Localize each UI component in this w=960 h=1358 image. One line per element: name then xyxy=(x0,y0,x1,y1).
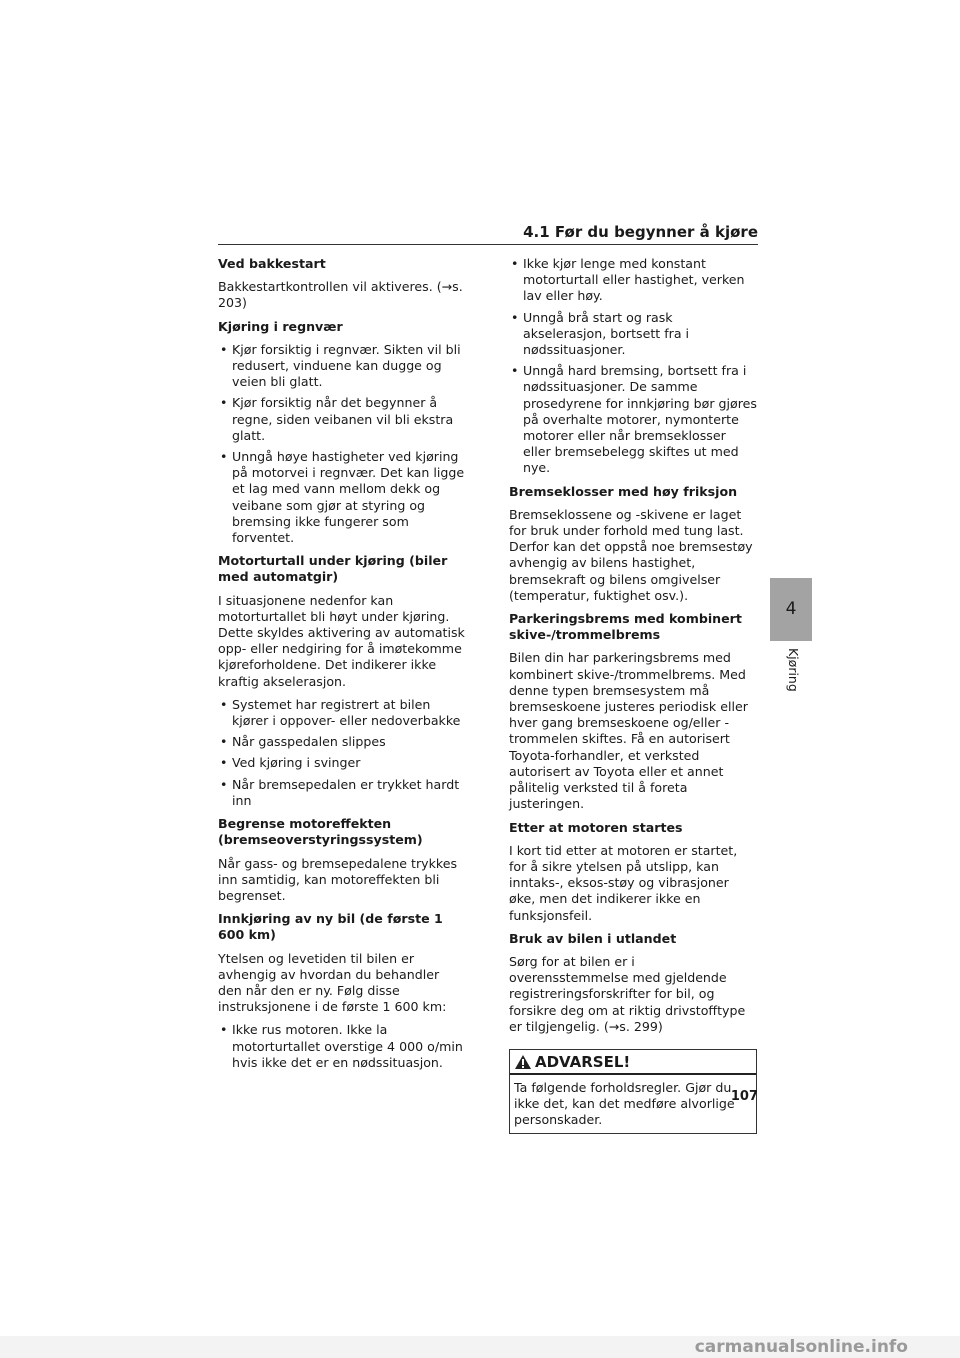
warning-triangle-icon xyxy=(514,1054,532,1070)
list-item: • Ved kjøring i svinger xyxy=(218,755,466,771)
para-parkeringsbrems: Bilen din har parkeringsbrems med kombinert skive-/trommelbrems. Med denne typen bremsesystem må bremseskoene justeres periodisk eller hver gang bremseskoene og/eller -trommelen skiftes. Få en autorisert Toyota-forhandler, et verksted autorisert av Toyota eller et annet pålitelig verksted til å foreta justeringen. xyxy=(509,650,748,812)
list-item: • Systemet har registrert at bilen kjører i oppover- eller nedoverbakke xyxy=(218,697,466,729)
heading-motorturtall: Motorturtall under kjøring (biler med automatgir) xyxy=(218,553,448,585)
list-item: • Kjør forsiktig i regnvær. Sikten vil bli redusert, vinduene kan dugge og veien bli glatt. xyxy=(218,342,466,391)
watermark: carmanualsonline.info xyxy=(0,1336,960,1358)
list-item: • Unngå høye hastigheter ved kjøring på motorvei i regnvær. Det kan ligge et lag med vann mellom dekk og veibane som gjør at styring og bremsing ikke fungerer som forventet. xyxy=(218,449,466,546)
heading-etter-start: Etter at motoren startes xyxy=(509,819,683,835)
para-innkjoring: Ytelsen og levetiden til bilen er avhengig av hvordan du behandler den når den er ny. Følg disse instruksjonene i de første 1 600 km: xyxy=(218,950,447,1015)
para-utlandet: Sørg for at bilen er i overensstemmelse med gjeldende registreringsforskrifter for bil, og forsikre deg om at riktig drivstofftype er tilgjengelig. (→s. 299) xyxy=(509,953,746,1034)
heading-bremseklosser: Bremseklosser med høy friksjon xyxy=(509,483,738,499)
list-item: • Kjør forsiktig når det begynner å regne, siden veibanen vil bli ekstra glatt. xyxy=(218,395,466,444)
list-item: • Ikke kjør lenge med konstant motorturtall eller hastighet, verken lav eller høy. xyxy=(509,256,757,305)
warning-text: Ta følgende forholdsregler. Gjør du ikke det, kan det medføre alvorlige personskader. xyxy=(514,1079,735,1128)
warning-title: ADVARSEL! xyxy=(535,1052,631,1071)
page-number: 107 xyxy=(730,1089,758,1104)
list-regnvaer xyxy=(218,342,466,546)
heading-parkeringsbrems: Parkeringsbrems med kombinert skive-/trommelbrems xyxy=(509,611,742,643)
heading-innkjoring: Innkjøring av ny bil (de første 1 600 km) xyxy=(218,911,443,943)
para-bremseklosser: Bremseklossene og -skivene er laget for bruk under forhold med tung last. Derfor kan det oppstå noe bremsestøy avhengig av bilens hastighet, bremsekraft og bilens omgivelser (temperatur, fuktighet osv.). xyxy=(509,506,753,603)
list-item: • Unngå brå start og rask akselerasjon, bortsett fra i nødssituasjoner. xyxy=(509,310,757,359)
left-column xyxy=(218,256,466,1078)
section-title: 4.1 Før du begynner å kjøre xyxy=(523,223,758,241)
chapter-label: Kjøring xyxy=(786,648,801,692)
heading-regnvaer: Kjøring i regnvær xyxy=(218,318,343,334)
para-etter-start: I kort tid etter at motoren er startet, for å sikre ytelsen på utslipp, kan inntaks-, eksos-støy og vibrasjoner øke, men det indikerer ikke en funksjonsfeil. xyxy=(509,842,738,923)
heading-motoreffekt: Begrense motoreffekten (bremseoverstyringssystem) xyxy=(218,816,423,848)
para-motoreffekt: Når gass- og bremsepedalene trykkes inn samtidig, kan motoreffekten bli begrenset. xyxy=(218,855,458,903)
list-item: • Unngå hard bremsing, bortsett fra i nødssituasjoner. De samme prosedyrene for innkjøring bør gjøres på overhalte motorer, nymonterte motorer eller når bremseklosser eller bremsebelegg skiftes ut med nye. xyxy=(509,363,757,476)
para-bakkestart: Bakkestartkontrollen vil aktiveres. (→s. 203) xyxy=(218,279,463,311)
list-item: • Når gasspedalen slippes xyxy=(218,734,466,750)
section-header xyxy=(218,222,758,245)
warning-header xyxy=(510,1050,756,1075)
chapter-number: 4 xyxy=(785,599,797,619)
para-motorturtall: I situasjonene nedenfor kan motorturtallet bli høyt under kjøring. Dette skyldes aktivering av automatisk opp- eller nedgiring for å imøtekomme kjøreforholdene. Det indikerer ikke kraftig akselerasjon. xyxy=(218,592,465,689)
right-column xyxy=(509,256,757,1134)
list-innkjoring-cont xyxy=(509,256,757,477)
list-item: • Ikke rus motoren. Ikke la motorturtallet overstige 4 000 o/min hvis ikke det er en nødssituasjon. xyxy=(218,1022,466,1071)
heading-bakkestart: Ved bakkestart xyxy=(218,256,326,271)
list-innkjoring xyxy=(218,1022,466,1071)
list-item: • Når bremsepedalen er trykket hardt inn xyxy=(218,777,466,809)
heading-utlandet: Bruk av bilen i utlandet xyxy=(509,930,677,946)
chapter-tab xyxy=(770,578,812,641)
list-motorturtall xyxy=(218,697,466,809)
